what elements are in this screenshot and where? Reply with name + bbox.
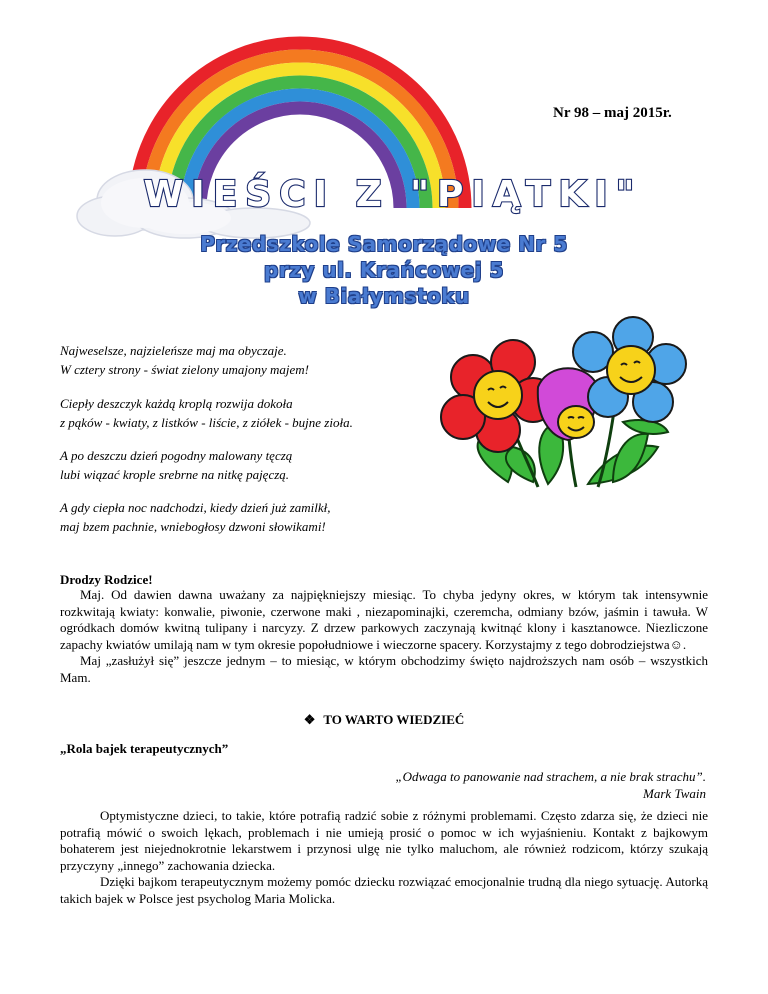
quote-block: [395, 769, 706, 802]
letter-paragraph-1: Maj. Od dawien dawna uważany za najpiękniejszy miesiąc. To chyba jedyny okres, w którym tak intensywnie rozkwitają kwiaty: konwalie, piwonie, czerwone maki , niezapominajki, czeremcha, odmiany bzów, jaśmin i tawuła. W ogródkach domów kwitną tulipany i narcyzy. Z drzew parkowych zaczynają kwitnąć klony i kasztanowce. Niezliczone zapachy kwiatów umilają nam w tym okresie popołudniowe i wieczorne spacery. Korzystajmy z tego dobrodziejstwa☺.: [60, 587, 708, 652]
poem-line: A gdy ciepła noc nadchodzi, kiedy dzień już zamilkł,: [60, 500, 331, 515]
poem-line: Najweselsze, najzieleńsze maj ma obyczaje.: [60, 343, 287, 358]
title-text: WIEŚCI Z "PIĄTKI": [143, 174, 643, 215]
poem-line: Ciepły deszczyk każdą kroplą rozwija dokoła: [60, 396, 293, 411]
quote-text: „Odwaga to panowanie nad strachem, a nie brak strachu”.: [395, 769, 706, 784]
poem-stanza-3: [60, 446, 292, 484]
subtitle-line-2: przy ul. Krańcowej 5: [264, 258, 504, 282]
letter-paragraph-2: Maj „zasłużył się” jeszcze jednym – to miesiąc, w którym obchodzimy święto najdroższych nam osób – wszystkich Mam.: [60, 653, 708, 685]
poem-line: z pąków - kwiaty, z listków - liście, z ziółek - bujne zioła.: [60, 415, 353, 430]
article-title: „Rola bajek terapeutycznych”: [60, 741, 229, 756]
poem-stanza-4: [60, 498, 331, 536]
poem-stanza-1: [60, 341, 309, 379]
poem-line: maj bzem pachnie, wniebogłosy dzwoni słowikami!: [60, 519, 326, 534]
smiling-flowers-illustration: [438, 322, 688, 490]
poem-line: A po deszczu dzień pogodny malowany tęczą: [60, 448, 293, 463]
letter-body: [60, 587, 708, 686]
quote-author: Mark Twain: [643, 785, 706, 801]
poem-line: lubi wiązać krople srebrne na nitkę pajęczą.: [60, 467, 290, 482]
issue-number: Nr 98 – maj 2015r.: [553, 105, 672, 121]
article-paragraph-2: Dzięki bajkom terapeutycznym możemy pomóc dziecku rozwiązać emocjonalnie trudną dla niego sytuację. Autorką takich bajek w Polsce jest psycholog Maria Molicka.: [60, 874, 708, 906]
article-paragraph-1: Optymistyczne dzieci, to takie, które potrafią radzić sobie z różnymi problemami. Często zdarza się, że dzieci nie potrafią mówić o swoich lękach, problemach i nie umieją prosić o pomoc w ich wyjaśnieniu. Kontakt z bajkowym bohaterem jest niejednokrotnie lekarstwem i przynosi ulgę nie tylko maluchom, ale również rodzicom, którzy szukają przyczyny „innego” zachowania dziecka.: [60, 808, 708, 873]
diamond-bullet-icon: ❖: [303, 712, 316, 727]
letter-greeting: Drodzy Rodzice!: [60, 572, 153, 587]
subtitle-line-1: Przedszkole Samorządowe Nr 5: [200, 232, 568, 256]
section-heading-text: TO WARTO WIEDZIEĆ: [323, 712, 465, 727]
poem-line: W cztery strony - świat zielony umajony majem!: [60, 362, 309, 377]
poem-stanza-2: [60, 394, 353, 432]
article-body: [60, 808, 708, 907]
subtitle-line-3: w Białymstoku: [298, 284, 470, 308]
newsletter-title: [143, 168, 643, 218]
section-heading: [0, 712, 768, 728]
